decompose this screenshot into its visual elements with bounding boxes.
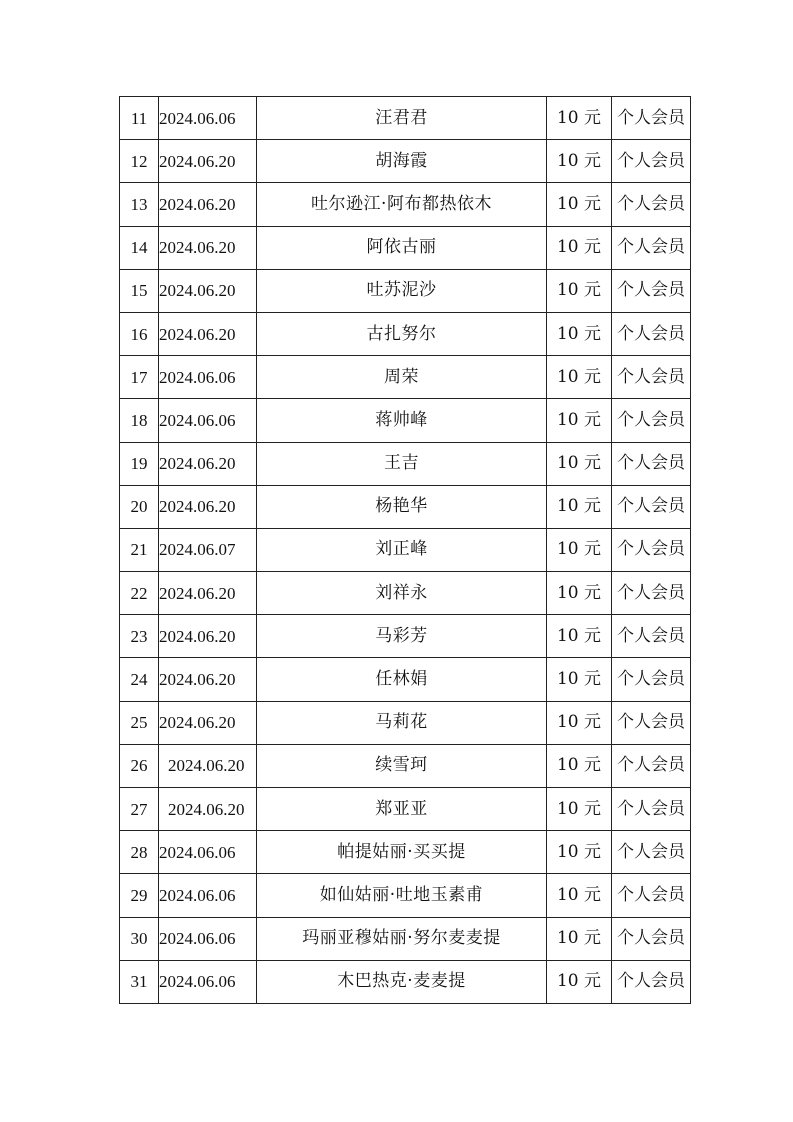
fee-cell: 10 元 [547, 874, 612, 917]
row-number-cell: 31 [120, 960, 159, 1003]
table-row [120, 226, 691, 269]
date-cell: 2024.06.06 [159, 831, 257, 874]
member-type-cell: 个人会员 [612, 658, 691, 701]
fee-cell: 10 元 [547, 356, 612, 399]
row-number-cell: 19 [120, 442, 159, 485]
row-number-cell: 28 [120, 831, 159, 874]
member-type-cell: 个人会员 [612, 485, 691, 528]
table-row [120, 917, 691, 960]
fee-cell: 10 元 [547, 97, 612, 140]
date-cell: 2024.06.20 [159, 442, 257, 485]
row-number-cell: 17 [120, 356, 159, 399]
table-row [120, 831, 691, 874]
row-number-cell: 21 [120, 528, 159, 571]
date-cell: 2024.06.06 [159, 917, 257, 960]
date-cell: 2024.06.20 [159, 140, 257, 183]
member-type-cell: 个人会员 [612, 615, 691, 658]
fee-cell: 10 元 [547, 226, 612, 269]
row-number-cell: 26 [120, 744, 159, 787]
member-type-cell: 个人会员 [612, 788, 691, 831]
row-number-cell: 15 [120, 269, 159, 312]
membership-fee-table [119, 96, 691, 1004]
member-type-cell: 个人会员 [612, 572, 691, 615]
fee-cell: 10 元 [547, 312, 612, 355]
row-number-cell: 18 [120, 399, 159, 442]
row-number-cell: 16 [120, 312, 159, 355]
fee-cell: 10 元 [547, 831, 612, 874]
row-number-cell: 29 [120, 874, 159, 917]
fee-cell: 10 元 [547, 744, 612, 787]
row-number-cell: 30 [120, 917, 159, 960]
row-number-cell: 22 [120, 572, 159, 615]
member-type-cell: 个人会员 [612, 140, 691, 183]
member-name-cell: 马彩芳 [257, 615, 547, 658]
member-name-cell: 杨艳华 [257, 485, 547, 528]
date-cell: 2024.06.20 [159, 701, 257, 744]
member-type-cell: 个人会员 [612, 528, 691, 571]
fee-cell: 10 元 [547, 485, 612, 528]
member-name-cell: 刘祥永 [257, 572, 547, 615]
member-name-cell: 马莉花 [257, 701, 547, 744]
fee-cell: 10 元 [547, 183, 612, 226]
date-cell: 2024.06.06 [159, 97, 257, 140]
date-cell: 2024.06.20 [159, 226, 257, 269]
member-name-cell: 郑亚亚 [257, 788, 547, 831]
fee-cell: 10 元 [547, 701, 612, 744]
table-row [120, 356, 691, 399]
member-type-cell: 个人会员 [612, 97, 691, 140]
member-name-cell: 胡海霞 [257, 140, 547, 183]
member-name-cell: 帕提姑丽·买买提 [257, 831, 547, 874]
table-row [120, 183, 691, 226]
date-cell: 2024.06.06 [159, 874, 257, 917]
member-name-cell: 木巴热克·麦麦提 [257, 960, 547, 1003]
row-number-cell: 12 [120, 140, 159, 183]
member-name-cell: 刘正峰 [257, 528, 547, 571]
fee-cell: 10 元 [547, 960, 612, 1003]
date-cell: 2024.06.20 [159, 788, 257, 831]
fee-cell: 10 元 [547, 140, 612, 183]
fee-cell: 10 元 [547, 269, 612, 312]
fee-cell: 10 元 [547, 658, 612, 701]
date-cell: 2024.06.20 [159, 183, 257, 226]
fee-cell: 10 元 [547, 399, 612, 442]
fee-cell: 10 元 [547, 788, 612, 831]
member-name-cell: 蒋帅峰 [257, 399, 547, 442]
table-body [120, 97, 691, 1004]
table-row [120, 572, 691, 615]
fee-cell: 10 元 [547, 572, 612, 615]
fee-cell: 10 元 [547, 615, 612, 658]
date-cell: 2024.06.20 [159, 658, 257, 701]
member-name-cell: 吐苏泥沙 [257, 269, 547, 312]
date-cell: 2024.06.20 [159, 485, 257, 528]
date-cell: 2024.06.20 [159, 744, 257, 787]
table-row [120, 140, 691, 183]
member-type-cell: 个人会员 [612, 960, 691, 1003]
date-cell: 2024.06.06 [159, 356, 257, 399]
member-type-cell: 个人会员 [612, 442, 691, 485]
row-number-cell: 23 [120, 615, 159, 658]
table-row [120, 442, 691, 485]
member-type-cell: 个人会员 [612, 701, 691, 744]
date-cell: 2024.06.06 [159, 399, 257, 442]
row-number-cell: 27 [120, 788, 159, 831]
member-name-cell: 古扎努尔 [257, 312, 547, 355]
table-row [120, 701, 691, 744]
member-type-cell: 个人会员 [612, 399, 691, 442]
row-number-cell: 25 [120, 701, 159, 744]
table-row [120, 485, 691, 528]
row-number-cell: 20 [120, 485, 159, 528]
date-cell: 2024.06.20 [159, 615, 257, 658]
date-cell: 2024.06.07 [159, 528, 257, 571]
table-row [120, 269, 691, 312]
member-type-cell: 个人会员 [612, 356, 691, 399]
member-name-cell: 汪君君 [257, 97, 547, 140]
member-name-cell: 如仙姑丽·吐地玉素甫 [257, 874, 547, 917]
member-name-cell: 续雪珂 [257, 744, 547, 787]
fee-cell: 10 元 [547, 442, 612, 485]
table-row [120, 528, 691, 571]
member-type-cell: 个人会员 [612, 312, 691, 355]
table-row [120, 960, 691, 1003]
date-cell: 2024.06.20 [159, 572, 257, 615]
table-row [120, 874, 691, 917]
table-row [120, 615, 691, 658]
row-number-cell: 14 [120, 226, 159, 269]
table-row [120, 658, 691, 701]
member-name-cell: 任林娟 [257, 658, 547, 701]
member-type-cell: 个人会员 [612, 226, 691, 269]
table-row [120, 312, 691, 355]
member-type-cell: 个人会员 [612, 269, 691, 312]
fee-cell: 10 元 [547, 917, 612, 960]
member-name-cell: 阿依古丽 [257, 226, 547, 269]
member-name-cell: 吐尔逊江·阿布都热依木 [257, 183, 547, 226]
date-cell: 2024.06.20 [159, 312, 257, 355]
member-name-cell: 王吉 [257, 442, 547, 485]
member-name-cell: 周荣 [257, 356, 547, 399]
fee-cell: 10 元 [547, 528, 612, 571]
member-type-cell: 个人会员 [612, 744, 691, 787]
table-row [120, 744, 691, 787]
row-number-cell: 13 [120, 183, 159, 226]
member-type-cell: 个人会员 [612, 831, 691, 874]
row-number-cell: 24 [120, 658, 159, 701]
member-type-cell: 个人会员 [612, 183, 691, 226]
member-name-cell: 玛丽亚穆姑丽·努尔麦麦提 [257, 917, 547, 960]
member-type-cell: 个人会员 [612, 917, 691, 960]
member-type-cell: 个人会员 [612, 874, 691, 917]
date-cell: 2024.06.06 [159, 960, 257, 1003]
date-cell: 2024.06.20 [159, 269, 257, 312]
table-row [120, 788, 691, 831]
table-row [120, 399, 691, 442]
row-number-cell: 11 [120, 97, 159, 140]
table-row [120, 97, 691, 140]
